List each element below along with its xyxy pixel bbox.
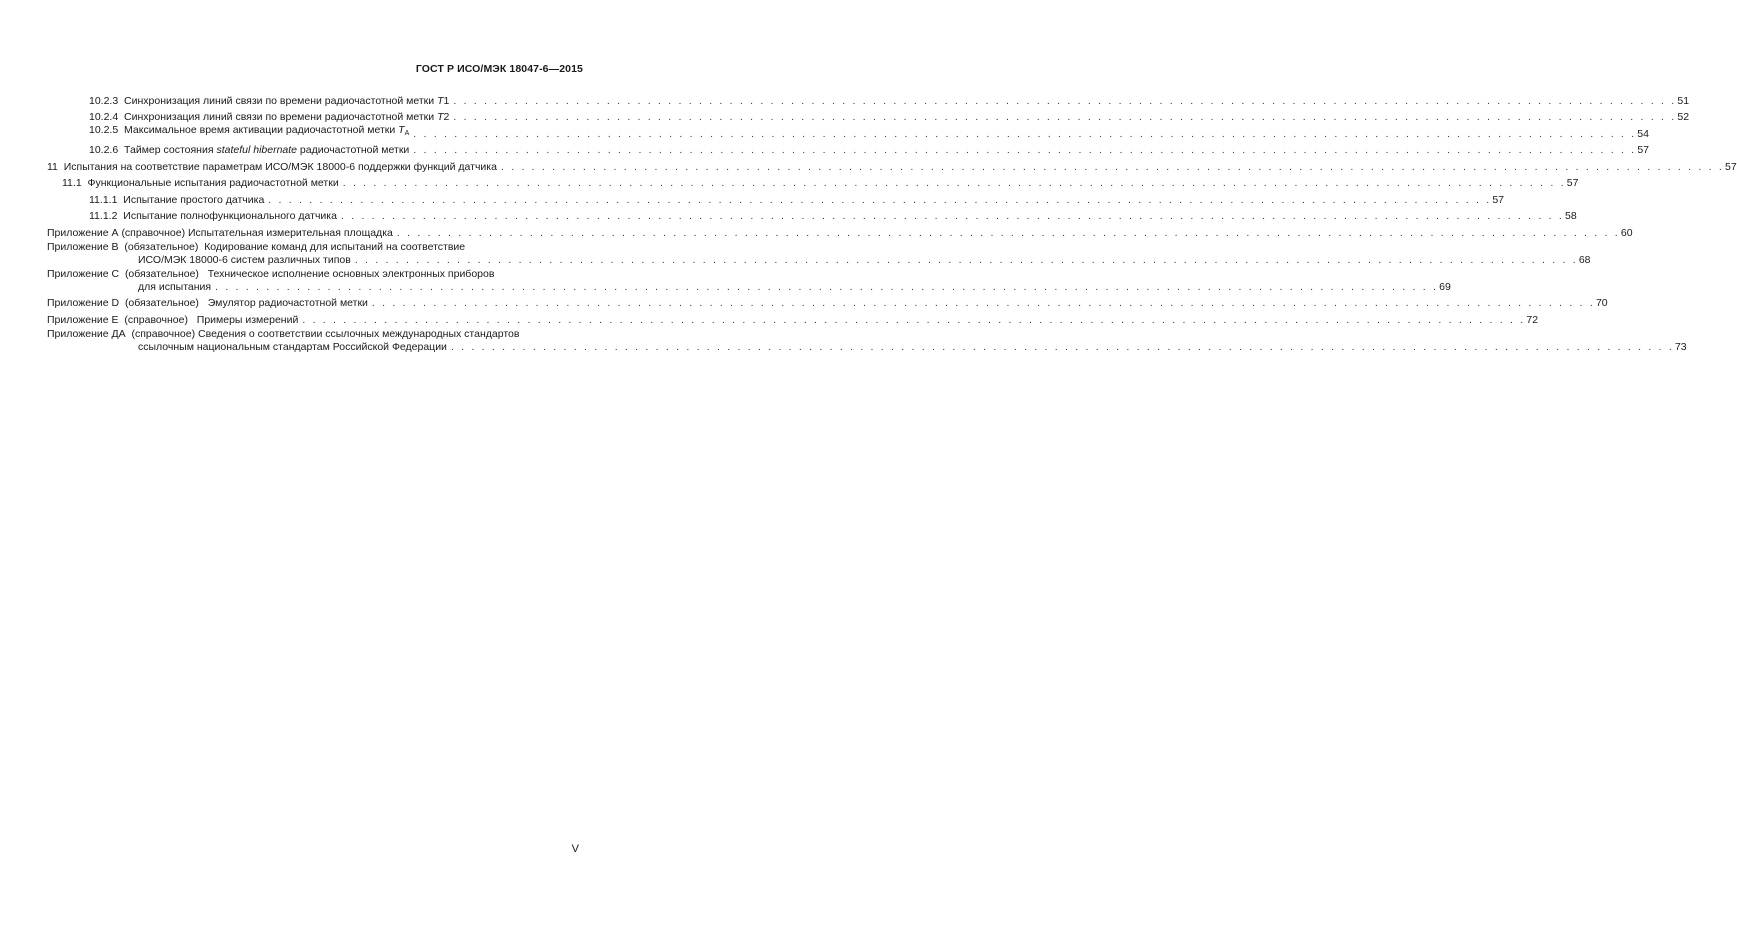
leader-dots — [355, 253, 1578, 267]
toc-entry-number: 10.2.4 — [89, 111, 119, 123]
appendix-label: Приложение А — [47, 226, 119, 239]
toc-entry-title — [89, 193, 264, 207]
toc-page-number: 73 — [1674, 340, 1687, 353]
toc-entry-text: Испытание полнофункционального датчика — [123, 210, 337, 222]
appendix-title: Эмулятор радиочастотной метки — [207, 297, 368, 309]
toc-page-number: 52 — [1677, 111, 1690, 123]
toc-page-number: 57 — [1492, 193, 1505, 206]
leader-dots — [268, 193, 1491, 207]
toc-page-number: 57 — [1566, 177, 1579, 189]
toc-entry-text: Синхронизация линий связи по времени радиочастотной метки — [124, 111, 438, 123]
document-header: ГОСТ Р ИСО/МЭК 18047-6—2015 — [415, 63, 583, 75]
toc-entry-title — [89, 123, 409, 141]
toc-entry-italic-term: stateful hibernate — [216, 144, 298, 156]
toc-entry-text-suffix: радиочастотной метки — [297, 144, 410, 156]
leader-dots — [451, 340, 1674, 354]
appendix-title: Техническое исполнение основных электронных приборов — [207, 267, 495, 280]
toc-entry-text: Испытания на соответствие параметрам ИСО/МЭК 18000-6 поддержки функций датчика — [63, 160, 497, 173]
toc-appendix-d[interactable] — [47, 294, 1608, 311]
leader-dots — [302, 313, 1525, 327]
leader-dots — [453, 94, 1676, 108]
toc-page-number: 69 — [1439, 280, 1451, 293]
page-number-footer: V — [571, 843, 579, 855]
toc-entry-text: Испытание простого датчика — [123, 193, 265, 206]
appendix-title: Примеры измерений — [196, 313, 299, 326]
toc-entry-11-1-1[interactable] — [47, 190, 1505, 207]
toc-entry-title — [47, 160, 497, 174]
appendix-title: Кодирование команд для испытаний на соответствие — [204, 240, 466, 253]
appendix-title-cont: для испытания — [138, 280, 212, 293]
toc-entry-10-2-5[interactable] — [47, 123, 1649, 141]
appendix-kind: (справочное) — [124, 313, 188, 326]
toc-entry-number: 10.2.3 — [89, 94, 119, 107]
toc-entry-text-suffix: 2 — [443, 111, 450, 123]
appendix-label: Приложение ДА — [47, 327, 126, 340]
appendix-kind: (обязательное) — [124, 297, 199, 309]
toc-page-number: 51 — [1677, 94, 1690, 107]
toc-entry-title — [89, 94, 449, 108]
appendix-label: Приложение В — [47, 240, 119, 253]
appendix-title: Испытательная измерительная площадка — [188, 226, 393, 239]
leader-dots — [397, 226, 1620, 240]
toc-entry-number: 10.2.5 — [89, 123, 119, 136]
appendix-kind: (обязательное) — [124, 267, 199, 280]
toc-entry-11-1[interactable] — [47, 174, 1579, 191]
appendix-title-cont: ссылочным национальным стандартам Российской Федерации — [138, 340, 447, 353]
toc-entry-number: 11.1.1 — [89, 193, 118, 206]
leader-dots — [372, 296, 1595, 310]
toc-entry-11[interactable] — [47, 157, 1737, 174]
toc-entry-title — [47, 296, 368, 310]
toc-entry-title — [89, 143, 409, 157]
toc-appendix-a[interactable] — [47, 223, 1633, 240]
toc-page-number: 72 — [1526, 313, 1539, 326]
appendix-label: Приложение С — [47, 267, 120, 280]
appendix-kind: (справочное) — [131, 327, 196, 340]
toc-entry-text: Максимальное время активации радиочастотной метки — [124, 123, 399, 136]
leader-dots — [341, 209, 1564, 223]
toc-page-number: 54 — [1637, 127, 1649, 140]
toc-entry-text: Синхронизация линий связи по времени радиочастотной метки — [124, 94, 438, 107]
appendix-first-line — [47, 267, 583, 280]
toc-appendix-e[interactable] — [47, 310, 1539, 327]
toc-entry-title — [89, 209, 337, 223]
toc-page-number: 60 — [1620, 226, 1633, 239]
toc-entry-10-2-3[interactable] — [47, 91, 1690, 108]
toc-page-number: 57 — [1637, 144, 1649, 156]
toc-entry-text-suffix: 1 — [443, 94, 450, 107]
appendix-label: Приложение Е — [47, 313, 119, 326]
appendix-second-line — [47, 280, 1451, 294]
leader-dots — [343, 176, 1566, 190]
toc-entry-subscript: A — [404, 129, 410, 137]
appendix-label: Приложение D — [47, 297, 120, 309]
toc-page-number: 70 — [1595, 297, 1608, 309]
toc-entry-number: 10.2.6 — [89, 144, 119, 156]
leader-dots — [501, 160, 1724, 174]
toc-entry-symbol: T — [398, 123, 405, 136]
appendix-second-line — [47, 253, 1591, 267]
leader-dots — [215, 280, 1438, 294]
toc-entry-number: 11.1 — [62, 177, 82, 189]
toc-entry-text: Таймер состояния — [124, 144, 217, 156]
toc-entry-number: 11 — [47, 160, 58, 173]
appendix-kind: (обязательное) — [124, 240, 199, 253]
toc-appendix-b[interactable] — [47, 240, 1591, 267]
toc-entry-10-2-6[interactable] — [47, 141, 1649, 158]
toc-entry-text: Функциональные испытания радиочастотной метки — [87, 177, 339, 189]
toc-appendix-c[interactable] — [47, 267, 1451, 294]
leader-dots — [413, 127, 1636, 141]
table-of-contents — [47, 91, 1737, 354]
toc-entry-symbol: T — [437, 94, 444, 107]
toc-appendix-da[interactable] — [47, 327, 1687, 354]
toc-entry-title — [62, 176, 339, 190]
toc-entry-title — [47, 226, 393, 240]
toc-page-number: 68 — [1578, 253, 1591, 266]
appendix-first-line — [47, 327, 583, 340]
appendix-first-line — [47, 240, 583, 253]
leader-dots — [453, 110, 1676, 124]
appendix-second-line — [47, 340, 1687, 354]
toc-entry-symbol: T — [437, 111, 444, 123]
leader-dots — [413, 143, 1636, 157]
toc-page-number: 58 — [1565, 210, 1577, 222]
toc-entry-title — [47, 313, 298, 327]
toc-entry-11-1-2[interactable] — [47, 207, 1577, 224]
toc-page-number: 57 — [1725, 160, 1737, 173]
appendix-kind: (справочное) — [121, 226, 186, 239]
toc-entry-number: 11.1.2 — [89, 210, 118, 222]
appendix-title: Сведения о соответствии ссылочных международных стандартов — [198, 327, 520, 340]
appendix-title-cont: ИСО/МЭК 18000-6 систем различных типов — [138, 253, 351, 266]
